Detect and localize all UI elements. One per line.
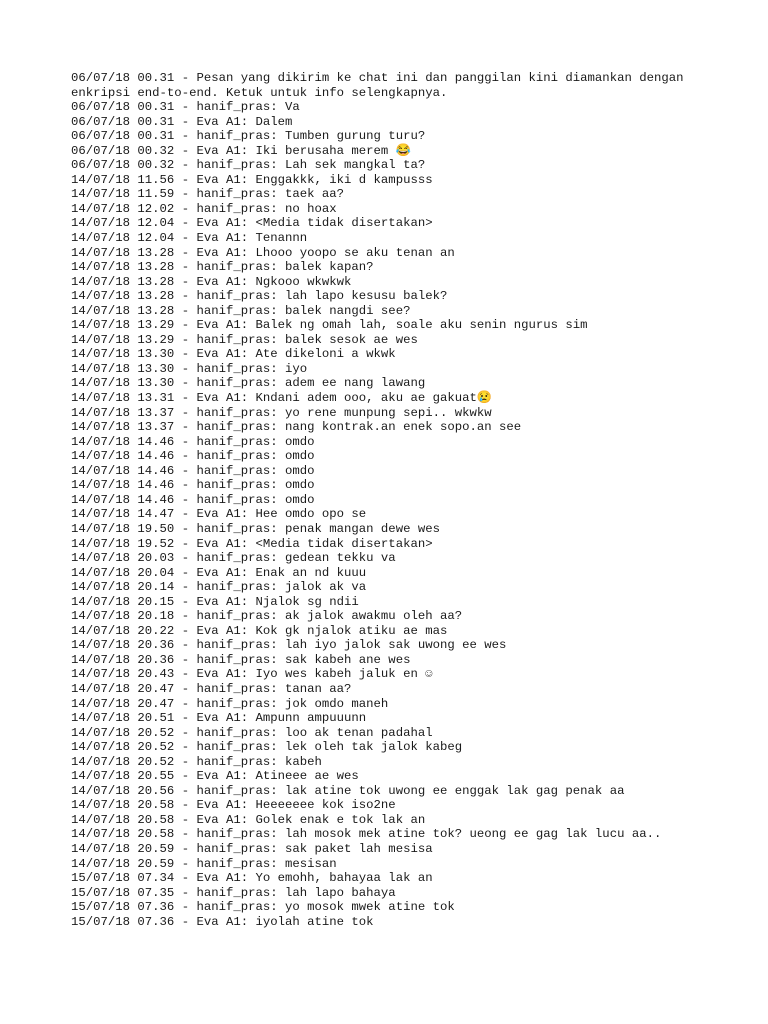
chat-line: 14/07/18 12.04 - Eva A1: Tenannn [71,231,308,246]
chat-line: 14/07/18 11.59 - hanif_pras: taek aa? [71,187,345,202]
chat-line: 14/07/18 14.46 - hanif_pras: omdo [71,478,315,493]
chat-line: 14/07/18 20.52 - hanif_pras: loo ak tenan padahal [71,725,433,740]
chat-line: 14/07/18 13.37 - hanif_pras: yo rene munpung sepi.. wkwkw [71,405,492,420]
chat-line: 14/07/18 19.50 - hanif_pras: penak mangan dewe wes [71,521,440,536]
chat-line: 14/07/18 20.47 - hanif_pras: jok omdo maneh [71,696,389,711]
chat-line: 14/07/18 20.03 - hanif_pras: gedean tekku va [71,551,396,566]
chat-line: 15/07/18 07.35 - hanif_pras: lah lapo bahaya [71,885,396,900]
chat-line: 14/07/18 20.04 - Eva A1: Enak an nd kuuu [71,565,367,580]
chat-line: 15/07/18 07.36 - Eva A1: iyolah atine tok [71,914,374,929]
chat-log [71,71,711,929]
chat-line: 14/07/18 20.43 - Eva A1: Iyo wes kabeh jaluk en ☺ [71,667,433,682]
chat-line: 14/07/18 20.59 - hanif_pras: sak paket lah mesisa [71,841,433,856]
chat-line: 14/07/18 20.15 - Eva A1: Njalok sg ndii [71,594,359,609]
chat-line: 14/07/18 14.46 - hanif_pras: omdo [71,492,315,507]
chat-line: 14/07/18 20.14 - hanif_pras: jalok ak va [71,580,367,595]
chat-line: 14/07/18 20.56 - hanif_pras: lak atine tok uwong ee enggak lak gag penak aa [71,783,625,798]
chat-line: 14/07/18 13.30 - hanif_pras: adem ee nang lawang [71,376,426,391]
chat-line: 06/07/18 00.32 - hanif_pras: Lah sek mangkal ta? [71,158,426,173]
chat-line: 14/07/18 20.58 - Eva A1: Golek enak e tok lak an [71,812,426,827]
chat-line: 06/07/18 00.31 - hanif_pras: Va [71,100,300,115]
chat-line: 06/07/18 00.32 - Eva A1: Iki berusaha merem 😂 [71,143,412,158]
chat-line: 14/07/18 13.28 - hanif_pras: balek kapan? [71,260,374,275]
chat-line: 06/07/18 00.31 - Eva A1: Dalem [71,114,293,129]
chat-line: 14/07/18 13.29 - Eva A1: Balek ng omah lah, soale aku senin ngurus sim [71,318,588,333]
chat-line: 14/07/18 11.56 - Eva A1: Enggakkk, iki d kampusss [71,172,433,187]
chat-line: 14/07/18 13.30 - hanif_pras: iyo [71,361,308,376]
chat-line: 14/07/18 14.46 - hanif_pras: omdo [71,463,315,478]
chat-line: 06/07/18 00.31 - Pesan yang dikirim ke chat ini dan panggilan kini diamankan dengan [71,71,684,85]
chat-line: 14/07/18 13.37 - hanif_pras: nang kontrak.an enek sopo.an see [71,420,522,435]
chat-line: 14/07/18 20.58 - Eva A1: Heeeeeee kok iso2ne [71,798,396,813]
chat-line: 14/07/18 13.31 - Eva A1: Kndani adem ooo, aku ae gakuat😢 [71,391,493,406]
chat-line: 14/07/18 13.28 - hanif_pras: lah lapo kesusu balek? [71,289,448,304]
chat-line: 14/07/18 12.02 - hanif_pras: no hoax [71,201,337,216]
chat-line: 14/07/18 20.52 - hanif_pras: lek oleh tak jalok kabeg [71,740,463,755]
chat-line: 14/07/18 14.46 - hanif_pras: omdo [71,449,315,464]
chat-line: 14/07/18 14.46 - hanif_pras: omdo [71,434,315,449]
chat-line: 14/07/18 20.58 - hanif_pras: lah mosok mek atine tok? ueong ee gag lak lucu aa.. [71,827,662,842]
chat-line: 14/07/18 13.28 - hanif_pras: balek nangdi see? [71,303,411,318]
chat-line: 14/07/18 20.47 - hanif_pras: tanan aa? [71,681,352,696]
chat-line: 14/07/18 13.28 - Eva A1: Lhooo yoopo se aku tenan an [71,245,455,260]
chat-line: 06/07/18 00.31 - hanif_pras: Tumben gurung turu? [71,129,426,144]
chat-line: 14/07/18 19.52 - Eva A1: <Media tidak disertakan> [71,536,433,551]
chat-line: 14/07/18 13.28 - Eva A1: Ngkooo wkwkwk [71,274,352,289]
chat-line: 14/07/18 13.30 - Eva A1: Ate dikeloni a wkwk [71,347,396,362]
chat-line: 15/07/18 07.36 - hanif_pras: yo mosok mwek atine tok [71,900,455,915]
chat-line: enkripsi end-to-end. Ketuk untuk info selengkapnya. [71,85,448,100]
chat-line: 14/07/18 20.22 - Eva A1: Kok gk njalok atiku ae mas [71,623,448,638]
chat-line: 14/07/18 20.18 - hanif_pras: ak jalok awakmu oleh aa? [71,609,463,624]
chat-line: 14/07/18 20.51 - Eva A1: Ampunn ampuuunn [71,711,367,726]
chat-line: 15/07/18 07.34 - Eva A1: Yo emohh, bahayaa lak an [71,871,433,886]
chat-line: 14/07/18 20.36 - hanif_pras: lah iyo jalok sak uwong ee wes [71,638,507,653]
chat-line: 14/07/18 20.55 - Eva A1: Atineee ae wes [71,769,359,784]
chat-line: 14/07/18 13.29 - hanif_pras: balek sesok ae wes [71,332,418,347]
chat-line: 14/07/18 14.47 - Eva A1: Hee omdo opo se [71,507,367,522]
chat-line: 14/07/18 12.04 - Eva A1: <Media tidak disertakan> [71,216,433,231]
chat-line: 14/07/18 20.52 - hanif_pras: kabeh [71,754,322,769]
chat-line: 14/07/18 20.36 - hanif_pras: sak kabeh ane wes [71,652,411,667]
chat-line: 14/07/18 20.59 - hanif_pras: mesisan [71,856,337,871]
